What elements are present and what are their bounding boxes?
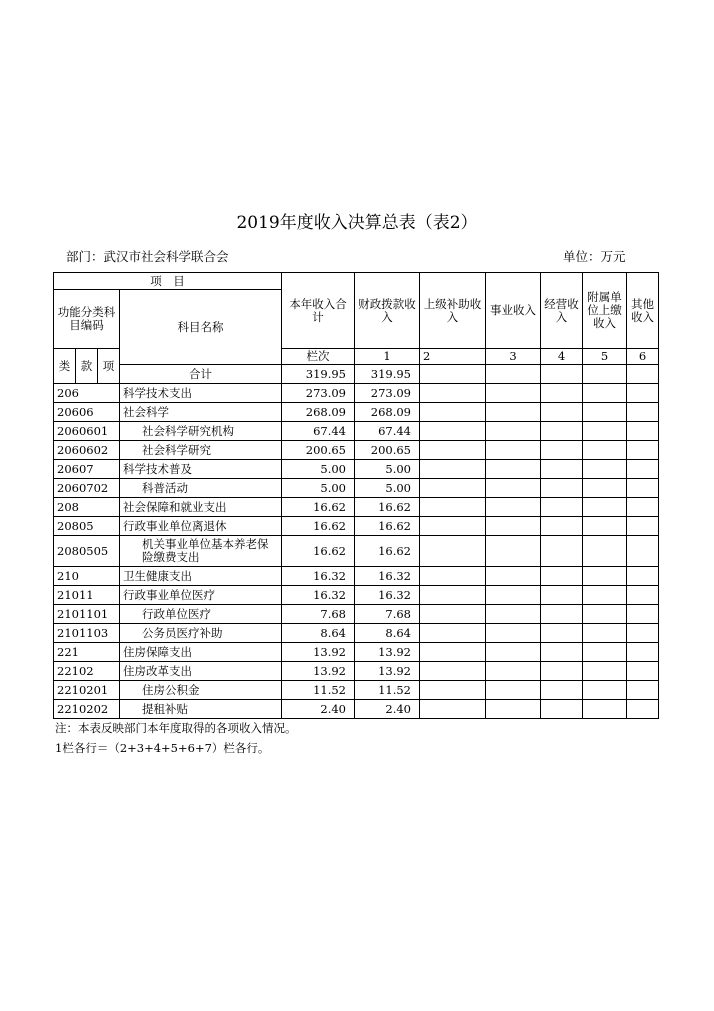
row-c4: [486, 498, 541, 517]
row-c2: 13.92: [355, 662, 420, 681]
row-c4: [486, 700, 541, 719]
row-subject-name: 公务员医疗补助: [120, 624, 282, 643]
table-row: [54, 643, 659, 662]
row-c4: [486, 460, 541, 479]
row-c2: 5.00: [355, 479, 420, 498]
row-c1: 11.52: [282, 681, 355, 700]
row-subject-name: 社会科学研究: [120, 441, 282, 460]
row-code: 221: [54, 643, 120, 662]
row-c3: [420, 403, 486, 422]
row-subject-name: 住房保障支出: [120, 643, 282, 662]
row-c3: [420, 384, 486, 403]
row-c2: 7.68: [355, 605, 420, 624]
row-c7: [627, 403, 659, 422]
row-c4: [486, 681, 541, 700]
row-c4: [486, 479, 541, 498]
row-c2: 5.00: [355, 460, 420, 479]
table-row: [54, 460, 659, 479]
row-c5: [541, 403, 583, 422]
row-c5: [541, 586, 583, 605]
row-subject-name: 科学技术支出: [120, 384, 282, 403]
row-c2: 16.32: [355, 567, 420, 586]
page-title: 2019年度收入决算总表（表2）: [236, 213, 478, 233]
row-subject-name: 行政事业单位医疗: [120, 586, 282, 605]
total-label: 合计: [120, 365, 282, 384]
row-c3: [420, 624, 486, 643]
row-c6: [583, 643, 627, 662]
row-code: 2060601: [54, 422, 120, 441]
row-c6: [583, 517, 627, 536]
header-col-4: 事业收入: [486, 273, 541, 349]
row-c6: [583, 586, 627, 605]
row-c4: [486, 517, 541, 536]
row-c1: 8.64: [282, 624, 355, 643]
table-row: [54, 681, 659, 700]
row-c4: [486, 384, 541, 403]
header-col-1: 本年收入合计: [282, 273, 355, 349]
row-c6: [583, 460, 627, 479]
row-c2: 16.62: [355, 536, 420, 567]
row-subject-name: 科学技术普及: [120, 460, 282, 479]
row-c7: [627, 460, 659, 479]
row-c1: 67.44: [282, 422, 355, 441]
row-c5: [541, 605, 583, 624]
department-label: 部门：武汉市社会科学联合会: [66, 249, 229, 264]
table-row: [54, 441, 659, 460]
income-summary-table: [53, 272, 659, 719]
row-c5: [541, 384, 583, 403]
row-code: 21011: [54, 586, 120, 605]
row-c2: 8.64: [355, 624, 420, 643]
header-lei: 类: [54, 349, 76, 384]
total-row: [54, 365, 659, 384]
row-c2: 67.44: [355, 422, 420, 441]
row-c1: 5.00: [282, 460, 355, 479]
row-c1: 16.62: [282, 536, 355, 567]
row-c5: [541, 422, 583, 441]
row-c6: [583, 403, 627, 422]
row-code: 2101101: [54, 605, 120, 624]
row-c6: [583, 662, 627, 681]
row-c3: [420, 498, 486, 517]
table-row: [54, 479, 659, 498]
row-code: 2210202: [54, 700, 120, 719]
table-row: [54, 498, 659, 517]
row-code: 20805: [54, 517, 120, 536]
row-c6: [583, 441, 627, 460]
total-c3: [420, 365, 486, 384]
row-subject-name: 行政单位医疗: [120, 605, 282, 624]
row-c6: [583, 681, 627, 700]
header-col-5: 经营收入: [541, 273, 583, 349]
row-c5: [541, 536, 583, 567]
row-c7: [627, 643, 659, 662]
header-col-3: 上级补助收入: [420, 273, 486, 349]
col-num-5: 5: [583, 349, 627, 365]
row-c7: [627, 605, 659, 624]
row-subject-name: 住房改革支出: [120, 662, 282, 681]
row-c3: [420, 536, 486, 567]
row-c1: 16.32: [282, 586, 355, 605]
row-c2: 200.65: [355, 441, 420, 460]
col-num-6: 6: [627, 349, 659, 365]
row-c5: [541, 498, 583, 517]
row-c5: [541, 441, 583, 460]
row-c4: [486, 536, 541, 567]
header-col-2: 财政拨款收入: [355, 273, 420, 349]
row-c1: 16.32: [282, 567, 355, 586]
table-row: [54, 662, 659, 681]
row-code: 2080505: [54, 536, 120, 567]
row-c3: [420, 605, 486, 624]
row-c1: 2.40: [282, 700, 355, 719]
note-1: 注：本表反映部门本年度取得的各项收入情况。: [55, 721, 297, 735]
header-col-index: 栏次: [282, 349, 355, 365]
table-row: [54, 567, 659, 586]
row-subject-name: 社会保障和就业支出: [120, 498, 282, 517]
row-subject-name: 住房公积金: [120, 681, 282, 700]
row-c7: [627, 498, 659, 517]
header-func-code: 功能分类科目编码: [54, 290, 120, 349]
row-c7: [627, 536, 659, 567]
row-c5: [541, 700, 583, 719]
row-c7: [627, 384, 659, 403]
header-col-6: 附属单位上缴收入: [583, 273, 627, 349]
row-c7: [627, 479, 659, 498]
col-num-2: 2: [420, 349, 486, 365]
total-c7: [627, 365, 659, 384]
row-code: 20606: [54, 403, 120, 422]
row-c4: [486, 422, 541, 441]
table-row: [54, 517, 659, 536]
row-c3: [420, 662, 486, 681]
row-c4: [486, 441, 541, 460]
row-c2: 16.62: [355, 517, 420, 536]
row-c2: 16.62: [355, 498, 420, 517]
row-c1: 13.92: [282, 643, 355, 662]
row-c7: [627, 586, 659, 605]
header-kuan: 款: [76, 349, 98, 384]
row-code: 2210201: [54, 681, 120, 700]
table-row: [54, 586, 659, 605]
row-c3: [420, 460, 486, 479]
total-c4: [486, 365, 541, 384]
row-c6: [583, 624, 627, 643]
row-c3: [420, 643, 486, 662]
row-c7: [627, 662, 659, 681]
row-c4: [486, 605, 541, 624]
note-2: 1栏各行＝（2+3+4+5+6+7）栏各行。: [55, 741, 270, 755]
table-row: [54, 384, 659, 403]
row-c4: [486, 586, 541, 605]
row-subject-name: 机关事业单位基本养老保险缴费支出: [120, 536, 282, 567]
total-c6: [583, 365, 627, 384]
row-code: 2060602: [54, 441, 120, 460]
row-c7: [627, 567, 659, 586]
row-c1: 13.92: [282, 662, 355, 681]
row-c3: [420, 586, 486, 605]
row-c6: [583, 384, 627, 403]
row-subject-name: 社会科学研究机构: [120, 422, 282, 441]
row-c3: [420, 479, 486, 498]
row-code: 2101103: [54, 624, 120, 643]
row-code: 22102: [54, 662, 120, 681]
col-num-4: 4: [541, 349, 583, 365]
row-c3: [420, 441, 486, 460]
header-row-1: [54, 273, 659, 290]
header-subject-name: 科目名称: [120, 290, 282, 365]
row-c6: [583, 536, 627, 567]
total-c5: [541, 365, 583, 384]
row-c3: [420, 700, 486, 719]
col-num-3: 3: [486, 349, 541, 365]
row-c4: [486, 403, 541, 422]
table-row: [54, 422, 659, 441]
row-subject-name: 行政事业单位离退休: [120, 517, 282, 536]
row-c6: [583, 605, 627, 624]
row-subject-name: 卫生健康支出: [120, 567, 282, 586]
row-c2: 2.40: [355, 700, 420, 719]
row-c5: [541, 643, 583, 662]
row-c5: [541, 479, 583, 498]
row-c7: [627, 700, 659, 719]
row-c3: [420, 422, 486, 441]
row-c7: [627, 441, 659, 460]
row-c1: 16.62: [282, 498, 355, 517]
row-c6: [583, 700, 627, 719]
row-c2: 11.52: [355, 681, 420, 700]
row-c3: [420, 567, 486, 586]
row-c6: [583, 498, 627, 517]
table-row: [54, 536, 659, 567]
table-row: [54, 403, 659, 422]
row-subject-name: 提租补贴: [120, 700, 282, 719]
row-c1: 5.00: [282, 479, 355, 498]
col-num-1: 1: [355, 349, 420, 365]
row-c2: 13.92: [355, 643, 420, 662]
row-c1: 16.62: [282, 517, 355, 536]
unit-label: 单位：万元: [563, 249, 626, 264]
row-code: 20607: [54, 460, 120, 479]
row-c2: 16.32: [355, 586, 420, 605]
table-row: [54, 624, 659, 643]
row-c3: [420, 681, 486, 700]
row-c7: [627, 681, 659, 700]
header-project: 项 目: [54, 273, 282, 290]
row-c5: [541, 662, 583, 681]
row-code: 210: [54, 567, 120, 586]
row-c1: 7.68: [282, 605, 355, 624]
total-c1: 319.95: [282, 365, 355, 384]
row-c5: [541, 624, 583, 643]
header-xiang: 项: [98, 349, 120, 384]
row-code: 206: [54, 384, 120, 403]
row-c6: [583, 422, 627, 441]
row-c2: 268.09: [355, 403, 420, 422]
row-c5: [541, 460, 583, 479]
row-c4: [486, 567, 541, 586]
row-c5: [541, 567, 583, 586]
row-c1: 200.65: [282, 441, 355, 460]
row-subject-name: 社会科学: [120, 403, 282, 422]
row-c1: 268.09: [282, 403, 355, 422]
row-c5: [541, 517, 583, 536]
row-c6: [583, 479, 627, 498]
row-c7: [627, 517, 659, 536]
row-code: 2060702: [54, 479, 120, 498]
row-c5: [541, 681, 583, 700]
row-c4: [486, 662, 541, 681]
total-c2: 319.95: [355, 365, 420, 384]
row-c4: [486, 643, 541, 662]
row-c3: [420, 517, 486, 536]
row-subject-name: 科普活动: [120, 479, 282, 498]
row-code: 208: [54, 498, 120, 517]
row-c4: [486, 624, 541, 643]
row-c1: 273.09: [282, 384, 355, 403]
header-col-7: 其他收入: [627, 273, 659, 349]
row-c7: [627, 624, 659, 643]
row-c2: 273.09: [355, 384, 420, 403]
row-c6: [583, 567, 627, 586]
row-c7: [627, 422, 659, 441]
table-row: [54, 605, 659, 624]
table-row: [54, 700, 659, 719]
